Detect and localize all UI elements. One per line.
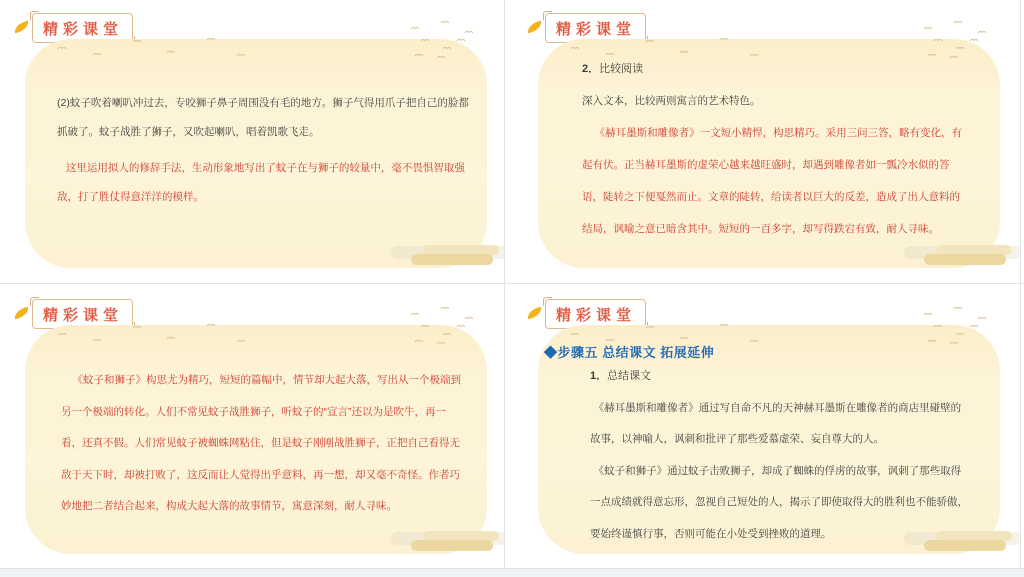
bird-flock-icon [385, 20, 490, 65]
bird-flock-icon [568, 322, 768, 352]
content-card [25, 39, 487, 268]
slide-title: 精彩课堂 [556, 21, 637, 38]
content-card [25, 325, 487, 554]
slide-thumbnail-4[interactable] [507, 286, 1020, 568]
summary-paragraph: 《蚊子和狮子》通过蚊子击败狮子，却成了蜘蛛的俘虏的故事，讽刺了那些取得一点成绩就得意忘形，忽视自己短处的人，揭示了即使取得大的胜利也不能骄傲，要始终谨慎行事，否则可能在小处受到挫败的道理。 [590, 464, 968, 540]
slide-thumbnail-2[interactable] [507, 0, 1020, 283]
leaf-icon [526, 21, 543, 33]
bird-flock-icon [55, 322, 255, 352]
swoosh-decoration [924, 254, 1006, 265]
intro-paragraph: 深入文本，比较两则寓言的艺术特色。 [582, 95, 761, 107]
bird-flock-icon [568, 36, 768, 66]
analysis-paragraph: 《赫耳墨斯和雕像者》一文短小精悍，构思精巧。采用三问三答，略有变化，有起有伏。正当赫耳墨斯的虚荣心越来越旺盛时，却遇到雕像者如一瓢冷水似的答语，陡转之下便戛然而止。文章的陡转，给读者以巨大的反差，造成了出人意料的结局，讽喻之意已暗含其中。短短的一百多字，却写得跌宕有致，耐人寻味。 [582, 127, 963, 235]
slide-thumbnail-3[interactable] [0, 286, 504, 568]
grid-separator [504, 0, 505, 568]
leaf-icon [13, 307, 30, 319]
numbered-heading: 1．总结课文 [590, 370, 652, 382]
content-card [538, 39, 1000, 268]
slide-title: 精彩课堂 [556, 307, 637, 324]
summary-paragraph: 《赫耳墨斯和雕像者》通过写自命不凡的天神赫耳墨斯在雕像者的商店里碰壁的故事，以神喻人，讽刺和批评了那些爱慕虚荣、妄自尊大的人。 [590, 401, 962, 445]
slide-title: 精彩课堂 [43, 21, 124, 38]
slide-thumbnail-1[interactable] [0, 0, 504, 283]
leaf-icon [526, 307, 543, 319]
numbered-heading: 2．比较阅读 [582, 63, 644, 75]
content-card [538, 325, 1000, 554]
bottom-strip [0, 569, 1024, 577]
bird-flock-icon [898, 306, 1003, 351]
grid-separator [1020, 0, 1021, 568]
section-step-title: ◆步骤五 总结课文 拓展延伸 [544, 345, 715, 360]
analysis-paragraph: 《蚊子和狮子》构思尤为精巧，短短的篇幅中，情节却大起大落，写出从一个极端到另一个极端的转化。人们不常见蚊子战胜狮子，听蚊子的“宣言”还以为是吹牛，再一看，还真不假。人们常见蚊子被蜘蛛网粘住，但是蚊子刚刚战胜狮子，正把自己看得无敌于天下时，却被打败了，这反而让人觉得出乎意料，再一想，却又毫不奇怪。作者巧妙地把二者结合起来，构成大起大落的故事情节，寓意深刻，耐人寻味。 [61, 374, 462, 512]
slide-title: 精彩课堂 [43, 307, 124, 324]
grid-separator [0, 283, 1024, 284]
bird-flock-icon [385, 306, 490, 351]
analysis-paragraph: 这里运用拟人的修辞手法，生动形象地写出了蚊子在与狮子的较量中，毫不畏惧智取强敌，打了胜仗得意洋洋的模样。 [57, 162, 465, 203]
body-paragraph: (2)蚊子吹着喇叭冲过去，专咬狮子鼻子周围没有毛的地方。狮子气得用爪子把自己的脸都抓破了。蚊子战胜了狮子，又吹起喇叭，唱着凯歌飞走。 [57, 97, 469, 138]
bird-flock-icon [55, 36, 255, 66]
bird-flock-icon [898, 20, 1003, 65]
swoosh-decoration [411, 540, 493, 551]
leaf-icon [13, 21, 30, 33]
swoosh-decoration [411, 254, 493, 265]
